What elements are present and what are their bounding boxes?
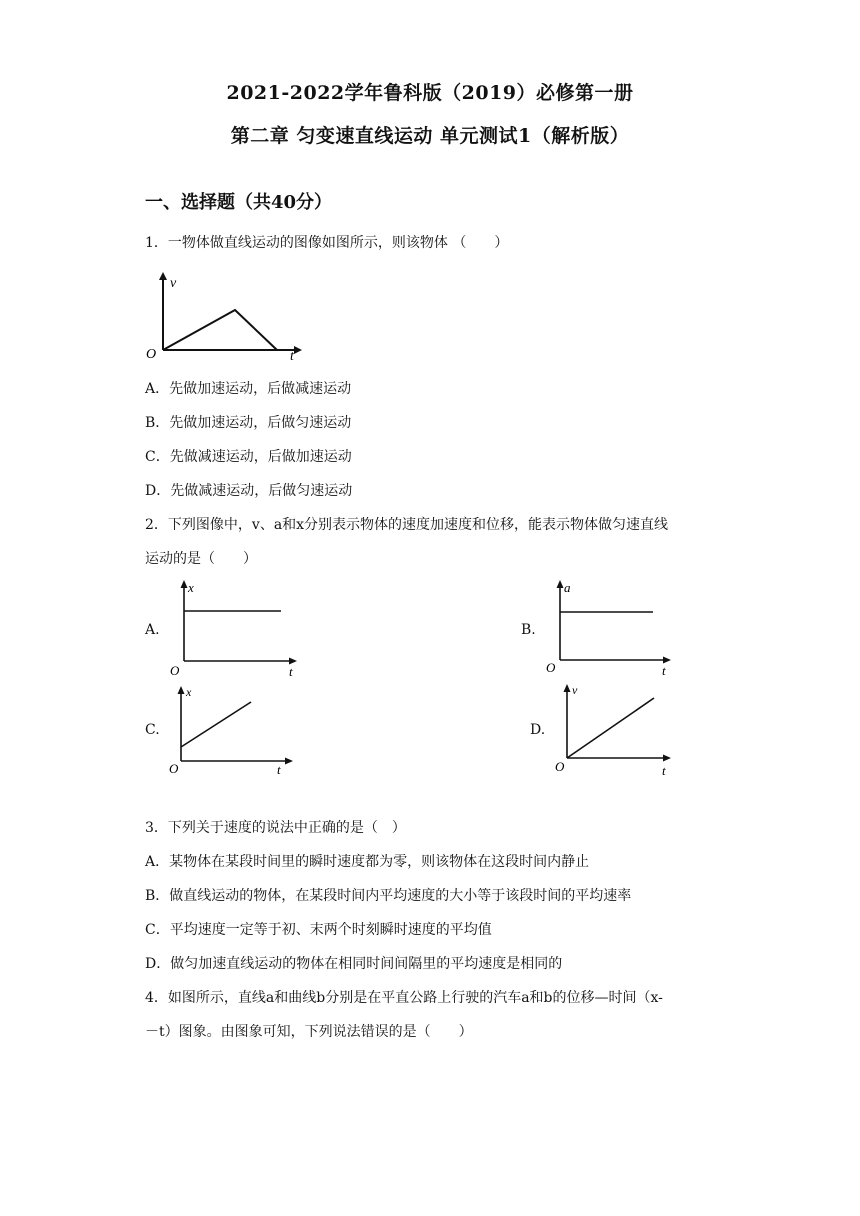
question-2-option-d-axis-x-label: t xyxy=(662,763,666,778)
question-1-origin-label: O xyxy=(146,347,157,362)
question-1-vt-graph xyxy=(140,268,310,364)
question-2-option-c-graph xyxy=(163,684,303,776)
question-1-option-b: B．先做加速运动，后做匀速运动 xyxy=(145,415,352,431)
question-2-option-d-graph xyxy=(551,680,681,780)
question-2-option-c-label: C. xyxy=(145,722,160,738)
question-2-option-b-axis-y-label: a xyxy=(564,580,571,595)
question-3-option-d: D．做匀加速直线运动的物体在相同时间间隔里的平均速度是相同的 xyxy=(145,956,563,972)
question-2-option-d-axis-y-label: v xyxy=(572,683,578,697)
question-2-stem-line2: 运动的是（ ） xyxy=(145,551,257,567)
question-2-option-a-origin-label: O xyxy=(170,663,180,678)
question-1-option-d: D．先做减速运动，后做匀速运动 xyxy=(145,483,353,499)
question-2-option-c-axis-x-label: t xyxy=(277,762,281,776)
question-1-stem: 1．一物体做直线运动的图像如图所示，则该物体 （ ） xyxy=(145,235,509,251)
question-2-option-a-graph xyxy=(165,576,305,680)
question-2-option-d-origin-label: O xyxy=(555,759,565,774)
question-4-stem-line1: 4．如图所示，直线a和曲线b分别是在平直公路上行驶的汽车a和b的位移—时间（x- xyxy=(145,990,663,1006)
question-2-option-c-axis-y-label: x xyxy=(186,685,192,699)
question-2-stem-line1: 2．下列图像中，v、a和x分别表示物体的速度加速度和位移，能表示物体做匀速直线 xyxy=(145,517,669,533)
question-2-option-a-axis-x-label: t xyxy=(289,664,293,679)
question-2-option-b-origin-label: O xyxy=(546,660,556,675)
question-1-option-c: C．先做减速运动，后做加速运动 xyxy=(145,449,352,465)
question-2-option-d-label: D. xyxy=(530,722,546,738)
question-2-option-a-axis-y-label: x xyxy=(188,580,194,595)
question-2-option-c-origin-label: O xyxy=(169,761,179,776)
document-title-line1: 2021-2022学年鲁科版（2019）必修第一册 xyxy=(226,82,634,104)
question-1-axis-x-label: t xyxy=(290,349,294,364)
question-1-option-a: A．先做加速运动，后做减速运动 xyxy=(145,381,352,397)
question-2-option-b-graph xyxy=(541,576,681,680)
question-2-option-a-label: A. xyxy=(145,622,160,638)
question-3-option-a: A．某物体在某段时间里的瞬时速度都为零，则该物体在这段时间内静止 xyxy=(145,854,590,870)
question-3-stem: 3．下列关于速度的说法中正确的是（ ） xyxy=(145,820,406,836)
section-heading: 一、选择题（共40分） xyxy=(145,192,333,213)
document-title-line2: 第二章 匀变速直线运动 单元测试1（解析版） xyxy=(230,125,630,147)
question-3-option-b: B．做直线运动的物体，在某段时间内平均速度的大小等于该段时间的平均速率 xyxy=(145,888,632,904)
question-4-stem-line2: －t）图象。由图象可知，下列说法错误的是（ ） xyxy=(145,1024,473,1040)
question-3-option-c: C．平均速度一定等于初、末两个时刻瞬时速度的平均值 xyxy=(145,922,492,938)
question-2-option-b-label: B. xyxy=(521,622,536,638)
question-2-option-b-axis-x-label: t xyxy=(662,663,666,678)
question-1-axis-y-label: v xyxy=(170,276,177,291)
